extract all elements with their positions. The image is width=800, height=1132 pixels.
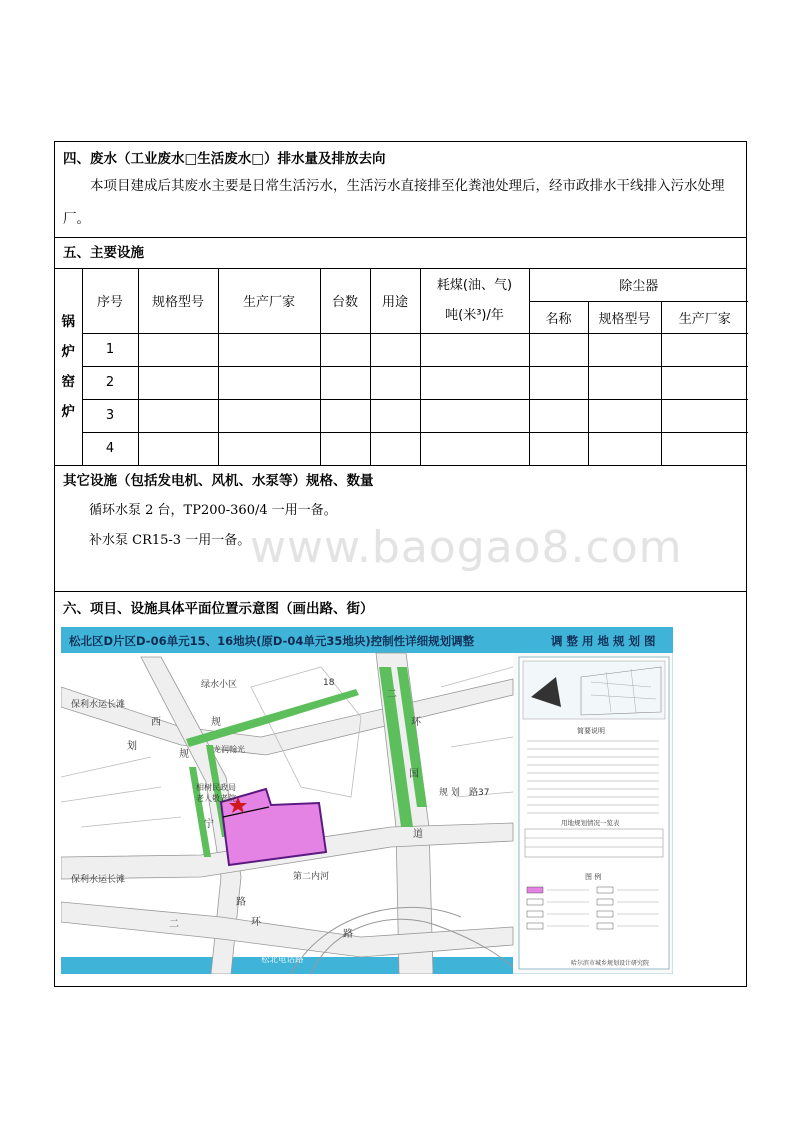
map-title: 松北区D片区D-06单元15、16地块(原D-04单元35地块)控制性详细规划调整 [69, 634, 475, 648]
svg-text:规 划: 规 划 [439, 788, 460, 798]
svg-text:规: 规 [179, 749, 189, 760]
section4-text: 本项目建成后其废水主要是日常生活污水，生活污水直接排至化粪池处理后，经市政排水干线排入污水处理厂。 [63, 178, 725, 227]
other-line1: 循环水泵 2 台，TP200-360/4 一用一备。 [89, 503, 337, 518]
table-row [55, 432, 748, 465]
svg-text:路: 路 [343, 929, 353, 940]
table-row [55, 399, 748, 432]
svg-text:路: 路 [236, 897, 246, 908]
row-seq: 3 [82, 399, 138, 432]
table-row [55, 333, 748, 366]
header-dust-model: 规格型号 [588, 301, 661, 333]
svg-text:简要说明: 简要说明 [577, 727, 605, 735]
facility-table-row [55, 269, 746, 466]
svg-text:18: 18 [323, 678, 335, 688]
svg-text:环: 环 [251, 917, 261, 928]
row-seq: 1 [82, 333, 138, 366]
section5-title-row [55, 238, 746, 269]
map-right-title: 调 整 用 地 规 划 图 [551, 634, 656, 648]
section5-title: 五、主要设施 [63, 245, 144, 261]
facility-table [55, 269, 748, 466]
header-coal-line1: 耗煤(油、气) [436, 277, 513, 293]
svg-text:宁: 宁 [204, 819, 214, 830]
svg-text:松北电话路: 松北电话路 [261, 955, 304, 965]
header-count: 台数 [320, 269, 370, 333]
svg-text:龙润翰光: 龙润翰光 [213, 745, 245, 754]
form-page [54, 141, 747, 987]
table-row [55, 366, 748, 399]
svg-text:哈尔滨市城乡规划设计研究院: 哈尔滨市城乡规划设计研究院 [571, 960, 650, 967]
other-line2: 补水泵 CR15-3 一用一备。 [89, 533, 251, 548]
svg-text:保利水运长滩: 保利水运长滩 [71, 700, 126, 710]
other-facilities [55, 466, 746, 592]
svg-text:国: 国 [409, 769, 419, 780]
header-dust-maker: 生产厂家 [661, 301, 748, 333]
row-seq: 4 [82, 432, 138, 465]
svg-text:第二内河: 第二内河 [293, 872, 330, 882]
other-title: 其它设施（包括发电机、风机、水泵等）规格、数量 [63, 473, 374, 489]
watermark: www.baogao8.com [250, 522, 683, 573]
boiler-label: 锅 炉 窑 炉 [55, 269, 82, 465]
svg-text:绿水小区: 绿水小区 [201, 680, 238, 690]
header-dust-name: 名称 [529, 301, 588, 333]
svg-text:西: 西 [151, 717, 161, 728]
svg-text:路37: 路37 [469, 788, 490, 798]
section6-title: 六、项目、设施具体平面位置示意图（画出路、街） [63, 601, 374, 617]
header-use: 用途 [370, 269, 420, 333]
svg-text:相树民政局: 相树民政局 [196, 783, 236, 792]
section4-title: 四、废水（工业废水□生活废水□）排水量及排放去向 [63, 151, 386, 167]
section4 [55, 142, 746, 238]
svg-text:图 例: 图 例 [585, 873, 602, 881]
header-coal [420, 269, 529, 333]
svg-text:二: 二 [169, 919, 179, 930]
svg-text:用地规划情况一览表: 用地规划情况一览表 [561, 819, 620, 827]
header-model: 规格型号 [138, 269, 218, 333]
header-dust: 除尘器 [529, 269, 748, 301]
header-maker: 生产厂家 [218, 269, 320, 333]
svg-text:规: 规 [211, 717, 221, 728]
row-seq: 2 [82, 366, 138, 399]
svg-text:道: 道 [413, 829, 423, 840]
svg-text:环: 环 [411, 717, 421, 728]
header-seq: 序号 [82, 269, 138, 333]
location-map [61, 627, 673, 974]
svg-text:二: 二 [387, 689, 397, 700]
map-svg [61, 627, 673, 974]
svg-text:老人敬老院: 老人敬老院 [196, 794, 236, 803]
svg-text:保利水运长滩: 保利水运长滩 [71, 875, 126, 885]
svg-text:划: 划 [127, 741, 137, 752]
header-coal-line2: 吨(米³)/年 [445, 307, 504, 323]
